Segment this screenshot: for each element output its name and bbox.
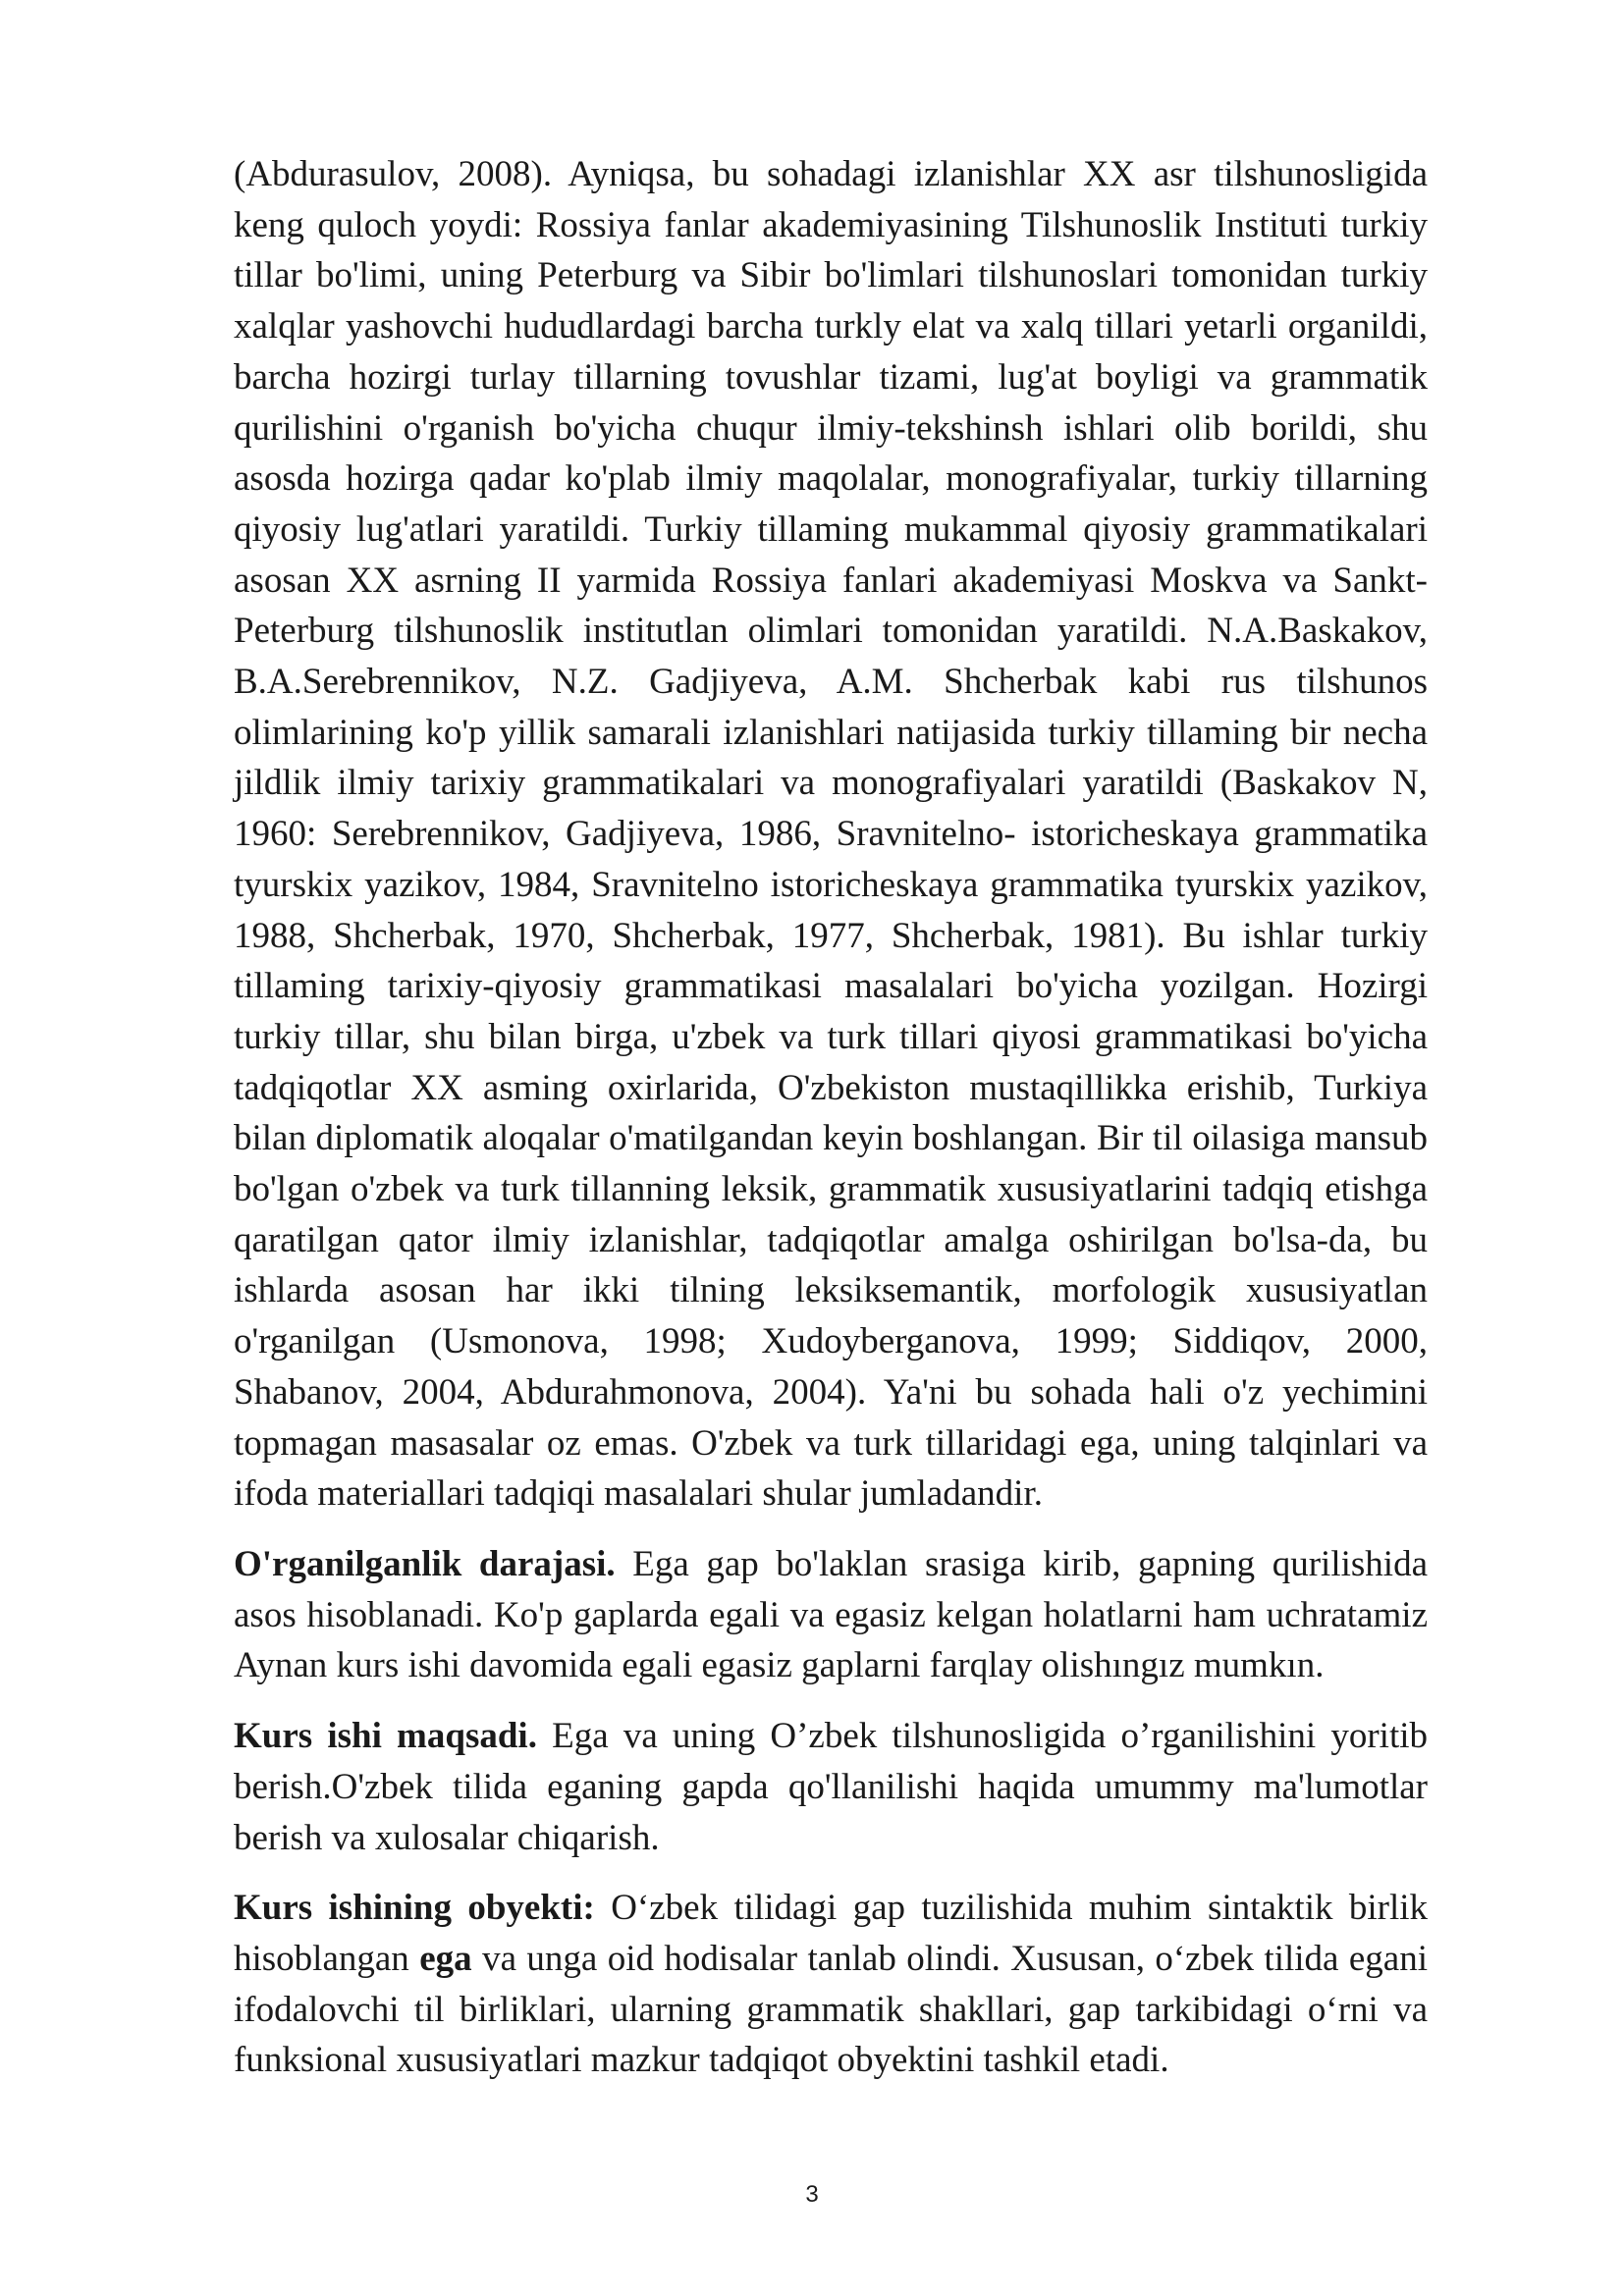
paragraph-intro: (Abdurasulov, 2008). Ayniqsa, bu sohadagi izlanishlar XX asr tilshunosligida keng quloch yoydi: Rossiya fanlar akademiyasining Tilshunoslik Instituti turkiy tillar bo'limi, uning Peterburg va Sibir bo'limlari tilshunoslari tomonidan turkiy xalqlar yashovchi hududlardagi barcha turkly elat va xalq tillari yetarli organildi, barcha hozirgi turlay tillarning tovushlar tizami, lug'at boyligi va grammatik qurilishini o'rganish bo'yicha chuqur ilmiy-tekshinsh ishlari olib borildi, shu asosda hozirga qadar ko'plab ilmiy maqolalar, monografiyalar, turkiy tillarning qiyosiy lug'atlari yaratildi. Turkiy tillaming mukammal qiyosiy grammatikalari asosan XX asrning II yarmida Rossiya fanlari akademiyasi Moskva va Sankt-Peterburg tilshunoslik institutlan olimlari tomonidan yaratildi. N.A.Baskakov, B.A.Serebrennikov, N.Z. Gadjiyeva, A.M. Shcherbak kabi rus tilshunos olimlarining ko'p yillik samarali izlanishlari natijasida turkiy tillaming bir necha jildlik ilmiy tarixiy grammatikalari va monografiyalari yaratildi (Baskakov N, 1960: Serebrennikov, Gadjiyeva, 1986, Sravnitelno- istoricheskaya grammatika tyurskix yazikov, 1984, Sravnitelno istoricheskaya grammatika tyurskix yazikov, 1988, Shcherbak, 1970, Shcherbak, 1977, Shcherbak, 1981). Bu ishlar turkiy tillaming tarixiy-qiyosiy grammatikasi masalalari bo'yicha yozilgan. Hozirgi turkiy tillar, shu bilan birga, u'zbek va turk tillari qiyosi grammatikasi bo'yicha tadqiqotlar XX asming oxirlarida, O'zbekiston mustaqillikka erishib, Turkiya bilan diplomatik aloqalar o'matilgandan keyin boshlangan. Bir til oilasiga mansub bo'lgan o'zbek va turk tillanning leksik, grammatik xususiyatlarini tadqiq etishga qaratilgan qator ilmiy izlanishlar, tadqiqotlar amalga oshirilgan bo'lsa-da, bu ishlarda asosan har ikki tilning leksiksemantik, morfologik xususiyatlan o'rganilgan (Usmonova, 1998; Xudoyberganova, 1999; Siddiqov, 2000, Shabanov, 2004, Abdurahmonova, 2004). Ya'ni bu sohada hali o'z yechimini topmagan masasalar oz emas. O'zbek va turk tillaridagi ega, uning talqinlari va ifoda materiallari tadqiqi masalalari shular jumladandir.: [234, 154, 1428, 1515]
study-level-text: Ega gap bo'laklan srasiga kirib, gapning qurilishida asos hisoblanadi. Ko'p gaplarda egali va egasiz kelgan holatlarni ham uchratamiz Aynan kurs ishi davomida egali egasiz gaplarni farqlay olishıngız mumkın.: [234, 1543, 1428, 1686]
course-object-heading: Kurs ishining obyekti:: [234, 1888, 595, 1929]
course-object-bold-word: ega: [419, 1938, 472, 1979]
course-object-text-before: O‘zbek tilidagi gap tuzilishida muhim sintaktik birlik hisoblangan: [234, 1888, 1429, 1979]
paragraph-course-goal: [234, 1711, 1428, 1863]
page-number: 3: [805, 2181, 819, 2208]
paragraph-course-object: [234, 1883, 1428, 2086]
course-goal-heading: Kurs ishi maqsadi.: [234, 1716, 537, 1757]
paragraph-study-level: [234, 1539, 1428, 1691]
course-object-text-after: va unga oid hodisalar tanlab olindi. Xususan, o‘zbek tilida egani ifodalovchi til birliklari, ularning grammatik shakllari, gap tarkibidagi o‘rni va funksional xususiyatlari mazkur tadqiqot obyektini tashkil etadi.: [234, 1938, 1428, 2081]
document-body: [234, 149, 1428, 2086]
study-level-heading: O'rganilganlik darajasi.: [234, 1543, 616, 1584]
course-goal-text: Ega va uning O’zbek tilshunosligida o’rganilishini yoritib berish.O'zbek tilida eganing gapda qo'llanilishi haqida umummy ma'lumotlar berish va xulosalar chiqarish.: [234, 1716, 1429, 1858]
